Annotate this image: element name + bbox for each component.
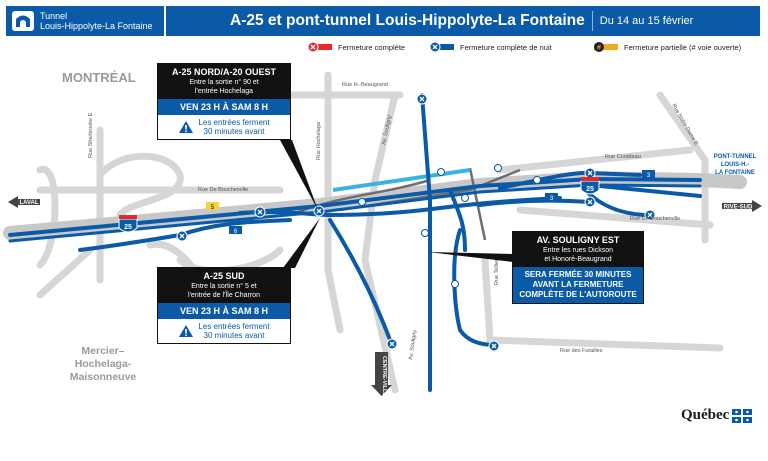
lane-chip-3a bbox=[545, 193, 558, 202]
quebec-logo bbox=[681, 407, 752, 424]
svg-text:3: 3 bbox=[549, 196, 554, 202]
legend-night-closure: Fermeture complète de nuit bbox=[428, 40, 552, 54]
rue-notre-dame-label: Rue Notre-Dame E. bbox=[670, 103, 700, 148]
a25-shield-west bbox=[119, 215, 137, 232]
rue-hochelaga-label: Rue Hochelaga bbox=[316, 122, 322, 160]
svg-text:5: 5 bbox=[210, 205, 215, 211]
callout-a25-nord-note: Les entrées ferment 30 minutes avant bbox=[158, 115, 290, 139]
callout-a25-sud-subtitle: Entre la sortie n° 5 et l'entrée de l'Île Charron bbox=[188, 283, 260, 299]
callout-a25-sud-note: Les entrées ferment 30 minutes avant bbox=[158, 319, 290, 343]
legend-full-closure: Fermeture complète bbox=[306, 40, 405, 54]
svg-text:RIVE-SUD: RIVE-SUD bbox=[723, 204, 753, 211]
rue-h-beaugrand-label: Rue H.-Beaugrand bbox=[342, 82, 388, 88]
callout-a25-nord-subtitle: Entre la sortie n° 90 et l'entrée Hochelaga bbox=[189, 79, 259, 95]
warning-icon bbox=[178, 324, 194, 338]
svg-text:3: 3 bbox=[646, 173, 651, 179]
lane-chip-3b bbox=[642, 170, 655, 179]
date-range: Du 14 au 15 février bbox=[599, 15, 694, 27]
rue-de-boucherville-west-label: Rue De Boucherville bbox=[198, 187, 249, 193]
rive-sud-arrow bbox=[722, 200, 762, 212]
rue-sherbrooke-label: Rue Sherbrooke E. bbox=[88, 111, 94, 158]
svg-text:LA FONTAINE: LA FONTAINE bbox=[715, 170, 755, 176]
callout-a25-sud bbox=[157, 267, 291, 344]
svg-text:Maisonneuve: Maisonneuve bbox=[69, 371, 137, 383]
callout-souligny-body: SERA FERMÉE 30 MINUTES AVANT LA FERMETURE COMPLÈTE DE L'AUTOROUTE bbox=[513, 267, 643, 303]
svg-text:CENTRE-VILLE: CENTRE-VILLE bbox=[381, 356, 387, 397]
svg-text:6: 6 bbox=[233, 229, 238, 235]
av-souligny-north-label: Av. Souligny bbox=[381, 114, 394, 146]
callout-a25-sud-time: VEN 23 H À SAM 8 H bbox=[158, 303, 290, 319]
svg-text:Mercier–: Mercier– bbox=[81, 345, 125, 357]
callout-souligny-subtitle: Entre les rues Dickson et Honoré-Beaugrand bbox=[542, 247, 614, 263]
mercier-label bbox=[70, 345, 137, 383]
fleur-de-lis-flag-icon bbox=[732, 409, 752, 423]
pont-tunnel-label bbox=[714, 154, 757, 176]
legend-partial-closure: # Fermeture partielle (# voie ouverte) bbox=[592, 40, 741, 54]
rue-de-boucherville-east-label: Rue De Boucherville bbox=[630, 216, 681, 222]
laval-arrow bbox=[8, 196, 40, 208]
callout-a25-nord-title: A-25 NORD/A-20 OUEST bbox=[171, 67, 277, 77]
svg-text:25: 25 bbox=[124, 224, 132, 231]
svg-text:LAVAL: LAVAL bbox=[19, 200, 39, 206]
warning-icon bbox=[178, 120, 194, 134]
callout-souligny-title: AV. SOULIGNY EST bbox=[536, 235, 620, 245]
callout-a25-nord bbox=[157, 63, 291, 140]
svg-text:PONT-TUNNEL: PONT-TUNNEL bbox=[713, 154, 757, 160]
av-souligny-south-label: Av. Souligny bbox=[408, 329, 419, 361]
montreal-label: MONTRÉAL bbox=[62, 70, 136, 85]
lane-chip-5 bbox=[206, 202, 219, 211]
callout-a25-sud-title: A-25 SUD bbox=[203, 271, 245, 281]
svg-text:25: 25 bbox=[586, 186, 594, 193]
brand-name: Tunnel Louis-Hippolyte-La Fontaine bbox=[40, 11, 153, 31]
callout-a25-nord-time: VEN 23 H À SAM 8 H bbox=[158, 99, 290, 115]
rue-des-futailles-label: Rue des Futailles bbox=[560, 348, 603, 354]
lane-chip-6 bbox=[229, 226, 242, 235]
svg-text:#: # bbox=[597, 44, 601, 52]
callout-souligny bbox=[512, 231, 644, 304]
rue-curatteau-label: Rue Curatteau bbox=[605, 154, 641, 160]
rue-tellier-label: Rue Tellier bbox=[494, 259, 500, 285]
a25-shield-east bbox=[581, 177, 599, 194]
svg-text:Hochelaga-: Hochelaga- bbox=[74, 358, 132, 370]
quebec-wordmark: Québec bbox=[681, 407, 730, 423]
page-title: A-25 et pont-tunnel Louis-Hippolyte-La Fontaine bbox=[230, 12, 585, 29]
svg-text:LOUIS-H.-: LOUIS-H.- bbox=[720, 162, 750, 168]
